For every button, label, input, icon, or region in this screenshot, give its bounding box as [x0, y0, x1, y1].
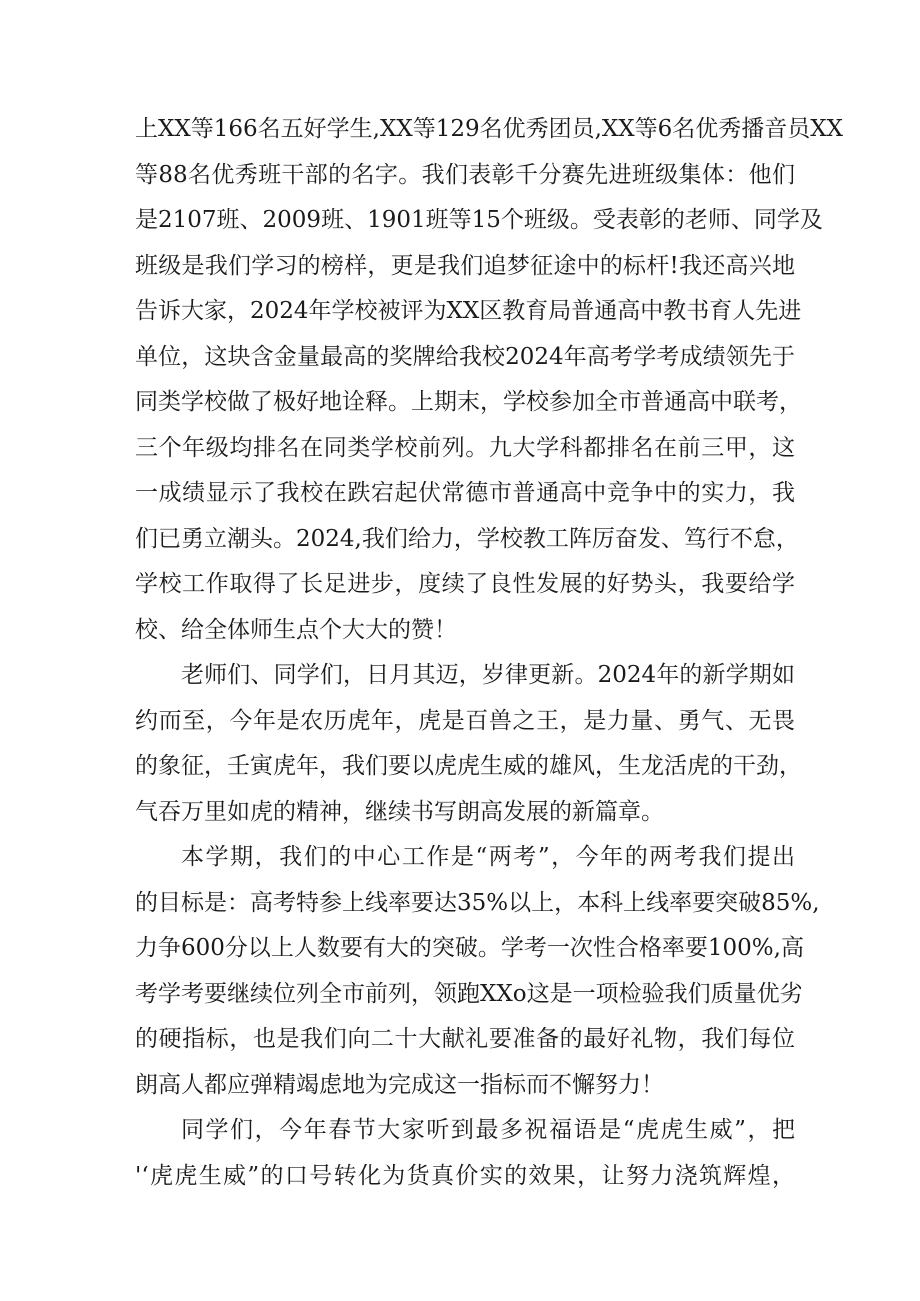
text-line: 的目标是：高考特参上线率要达35%以上，本科上线率要突破85%,: [135, 889, 820, 916]
text-line: 的硬指标，也是我们向二十大献礼要准备的最好礼物，我们每位: [135, 1026, 795, 1052]
text-line: 校、给全体师生点个大大的赞！: [135, 616, 457, 643]
text-line: 学校工作取得了长足进步，度续了良性发展的好势头，我要给学: [135, 571, 795, 597]
text-line: '‘虎虎生威”的口号转化为货真价实的效果，让努力浇筑辉煌，: [135, 1162, 795, 1189]
text-line: 同类学校做了极好地诠释。上期末，学校参加全市普通高中联考，: [135, 389, 802, 415]
text-line: 一成绩显示了我校在跌宕起伏常德市普通高中竞争中的实力，我: [135, 480, 795, 506]
text-line: 同学们，今年春节大家听到最多祝福语是“虎虎生威”，把: [181, 1117, 795, 1143]
text-line: 力争600分以上人数要有大的突破。学考一次性合格率要100%,高: [135, 935, 804, 961]
text-line: 上XX等166名五好学生,XX等129名优秀团员,XX等6名优秀播音员XX: [135, 116, 844, 142]
text-line: 三个年级均排名在同类学校前列。九大学科都排名在前三甲，这: [135, 434, 795, 461]
text-line: 本学期，我们的中心工作是“两考”，今年的两考我们提出: [181, 844, 795, 870]
text-line: 老师们、同学们，日月其迈，岁律更新。2024年的新学期如: [181, 662, 795, 688]
text-line: 班级是我们学习的榜样，更是我们追梦征途中的标杆!我还高兴地: [135, 252, 795, 279]
text-line: 约而至，今年是农历虎年，虎是百兽之王，是力量、勇气、无畏: [135, 707, 795, 734]
text-line: 朗高人都应弹精竭虑地为完成这一指标而不懈努力！: [135, 1071, 664, 1098]
text-line: 等88名优秀班干部的名字。我们表彰千分赛先进班级集体：他们: [135, 161, 795, 188]
text-line: 单位，这块含金量最高的奖牌给我校2024年高考学考成绩领先于: [135, 343, 795, 370]
text-line: 气吞万里如虎的精神，继续书写朗高发展的新篇章。: [135, 798, 664, 825]
text-line: 们已勇立潮头。2024,我们给力，学校教工阵厉奋发、笃行不怠，: [135, 525, 799, 552]
text-line: 告诉大家，2024年学校被评为XX区教育局普通高中教书育人先进: [135, 298, 802, 324]
text-line: 是2107班、2009班、1901班等15个班级。受表彰的老师、同学及: [135, 207, 823, 233]
body-text: [135, 107, 844, 1199]
text-line: 考学考要继续位列全市前列，领跑XXo这是一项检验我们质量优劣: [135, 980, 803, 1007]
text-line: 的象征，壬寅虎年，我们要以虎虎生威的雄风，生龙活虎的干劲，: [135, 753, 802, 779]
